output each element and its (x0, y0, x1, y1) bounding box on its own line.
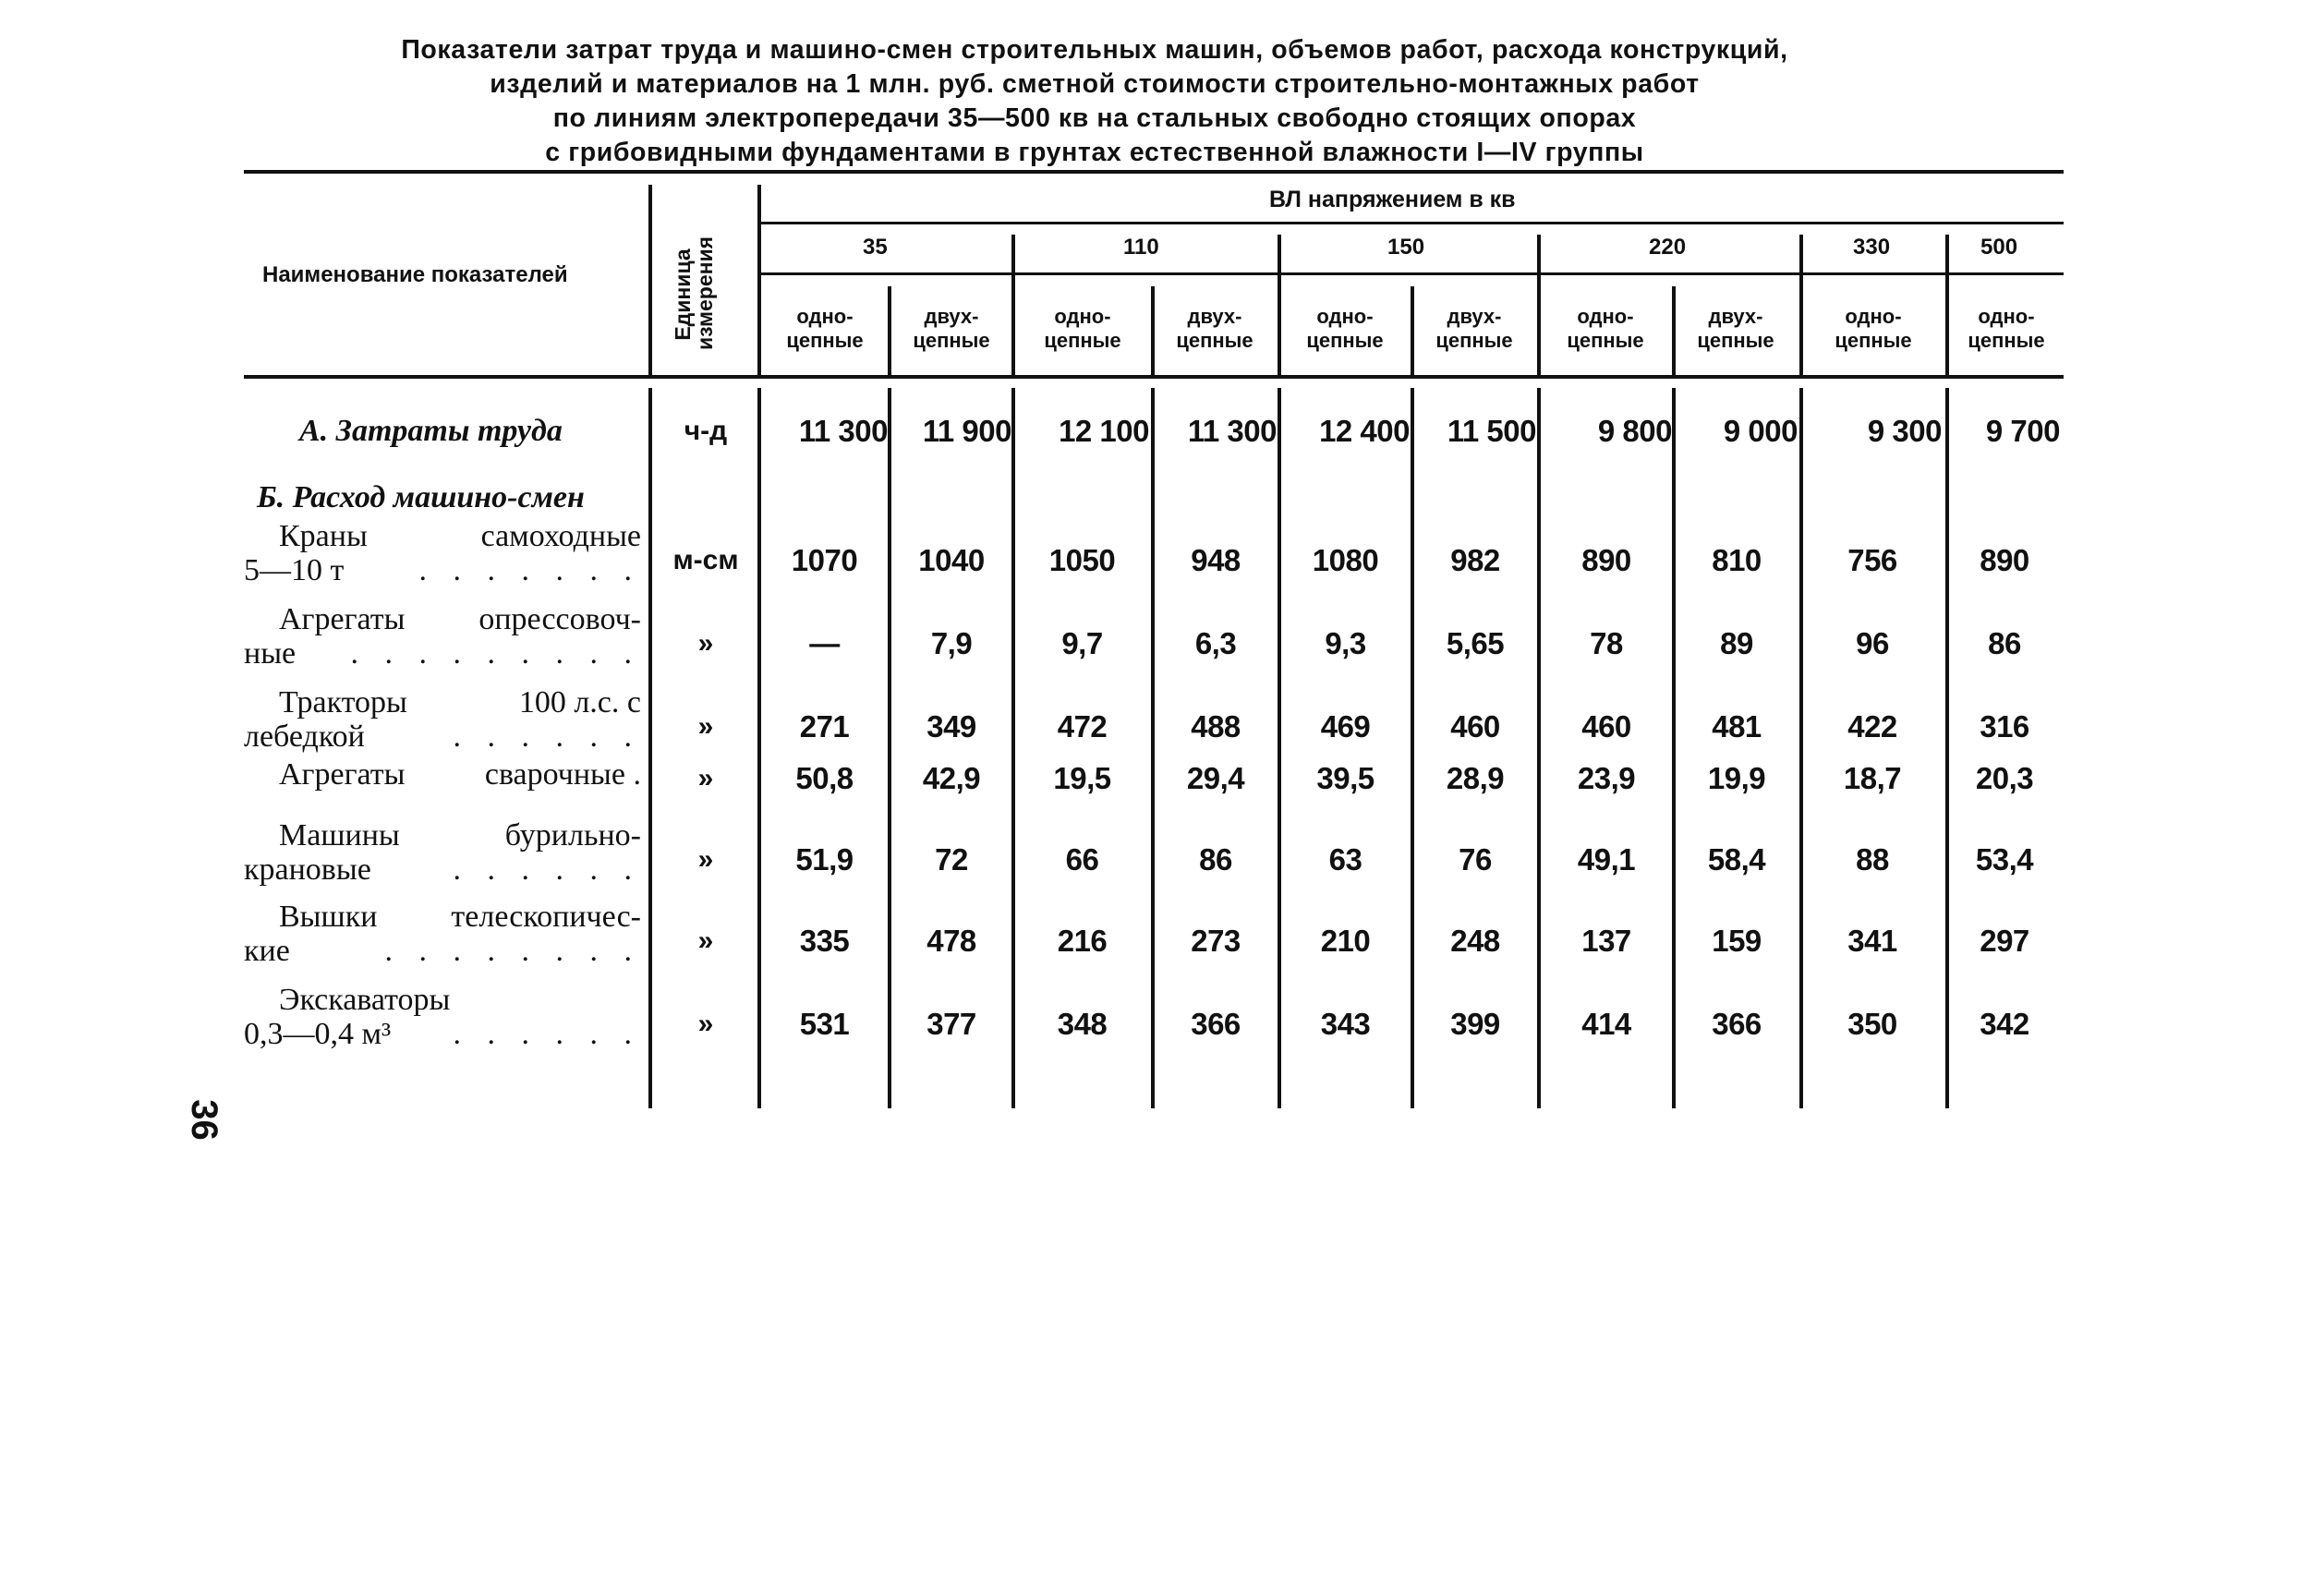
table-cell: 29,4 (1186, 761, 1245, 795)
row-unit: м-см (672, 545, 739, 575)
table-cell: 50,8 (795, 761, 854, 795)
row-label-leader: . . . . . . (453, 719, 641, 754)
title-line: с грибовидными фундаментами в грунтах естественной влажности I—IV группы (545, 138, 1644, 167)
table-cell: 66 (1065, 842, 1099, 877)
row-unit: » (697, 1009, 714, 1039)
table-cell: 49,1 (1577, 842, 1636, 877)
table-cell: 343 (1320, 1007, 1371, 1041)
table-cell: 422 (1847, 709, 1897, 744)
row-label-line (244, 757, 641, 792)
row-label (244, 519, 641, 587)
table-cell: 88 (1856, 842, 1889, 877)
table-cell: 531 (799, 1007, 850, 1041)
sub-line: цепные (913, 329, 990, 352)
table-cell: 9 800 (1597, 414, 1672, 448)
table-cell: 76 (1459, 842, 1492, 877)
table-cell: 58,4 (1707, 842, 1766, 877)
row-label-word: Агрегаты (279, 602, 406, 636)
table-cell: 890 (1980, 543, 2029, 577)
header-divider (888, 286, 891, 375)
row-label-line (244, 519, 641, 553)
table-cell: 23,9 (1577, 761, 1636, 795)
table-cell: 53,4 (1975, 842, 2034, 877)
single-circuit-header (766, 305, 884, 353)
table-cell: 12 400 (1319, 414, 1410, 448)
table-cell: 39,5 (1316, 761, 1374, 795)
row-label-word: Машины (279, 818, 400, 852)
row-unit: » (697, 711, 714, 742)
table-cell: 248 (1450, 924, 1500, 958)
table-cell: 1040 (918, 543, 985, 577)
row-label (244, 900, 641, 968)
table-cell: 297 (1980, 924, 2029, 958)
row-label-line (244, 852, 641, 887)
row-unit: » (697, 763, 714, 793)
row-unit: » (697, 628, 714, 659)
table-cell: 948 (1191, 543, 1241, 577)
header-divider (1151, 286, 1155, 375)
row-label-line (244, 900, 641, 934)
unit-column-header (671, 236, 736, 350)
table-cell: 159 (1712, 924, 1762, 958)
table-cell: 51,9 (795, 842, 854, 877)
header-divider (1537, 235, 1541, 375)
table-cell: 63 (1328, 842, 1362, 877)
row-label-line (244, 719, 641, 754)
sub-line: одно- (1054, 305, 1111, 328)
row-label (244, 757, 641, 792)
indicators-table (244, 170, 2064, 1112)
table-cell: 1080 (1312, 543, 1379, 577)
body-divider (648, 388, 652, 1108)
sub-line: одно- (796, 305, 854, 328)
sub-line: одно- (1978, 305, 2035, 328)
section-machines: Б. Расход машино-смен (257, 480, 585, 514)
voltage-110: 110 (1123, 235, 1159, 260)
header-divider (648, 185, 652, 375)
header-bottom-rule (244, 375, 2064, 379)
table-cell: 350 (1847, 1007, 1897, 1041)
table-cell: 271 (799, 709, 850, 744)
sub-line: цепные (1968, 329, 2045, 352)
body-divider (1411, 388, 1414, 1108)
table-cell: 11 500 (1447, 414, 1536, 448)
voltage-caption-rule (761, 222, 2064, 224)
row-label-line (244, 934, 641, 968)
row-label (244, 685, 641, 754)
row-label-leader: . . . . . . (453, 852, 641, 887)
table-cell: 78 (1590, 626, 1623, 660)
table-cell: 335 (799, 924, 850, 958)
row-label-word: 0,3—0,4 м³ (244, 1017, 392, 1051)
table-cell: 460 (1581, 709, 1631, 744)
row-unit: ч-д (684, 416, 728, 446)
page-number: 36 (183, 1099, 224, 1141)
double-circuit-header (1156, 305, 1274, 353)
body-divider (888, 388, 891, 1108)
row-label-word: 5—10 т (244, 553, 345, 587)
table-cell: 86 (1988, 626, 2021, 660)
table-cell: 481 (1712, 709, 1762, 744)
table-cell: 414 (1581, 1007, 1631, 1041)
table-cell: 72 (935, 842, 968, 877)
row-label-leader: . . . . . . . (418, 553, 641, 587)
row-unit: » (697, 925, 714, 956)
table-cell: 366 (1712, 1007, 1762, 1041)
sub-line: цепные (1435, 329, 1513, 352)
single-circuit-header (1284, 305, 1406, 353)
voltage-group-rule (761, 272, 2064, 275)
sub-line: двух- (1187, 305, 1242, 328)
row-label-line (244, 1017, 641, 1051)
table-cell: 9,7 (1061, 626, 1103, 660)
table-cell: 12 100 (1059, 414, 1149, 448)
row-label-line (244, 553, 641, 587)
voltage-35: 35 (863, 235, 888, 260)
sub-line: одно- (1577, 305, 1634, 328)
table-cell: 9 300 (1867, 414, 1942, 448)
table-cell: 810 (1712, 543, 1762, 577)
body-divider (1151, 388, 1155, 1108)
name-column-header: Наименование показателей (262, 262, 568, 287)
body-divider (1011, 388, 1015, 1108)
table-cell: 377 (926, 1007, 976, 1041)
body-divider (1537, 388, 1541, 1108)
row-label-word: Агрегаты (279, 757, 406, 792)
table-cell: 9 700 (1985, 414, 2060, 448)
row-label-word: лебедкой (244, 719, 365, 754)
table-cell: 478 (926, 924, 976, 958)
table-cell: 11 900 (922, 414, 1011, 448)
table-top-rule (244, 170, 2064, 174)
row-label-word: ные (244, 636, 297, 671)
header-divider (757, 185, 761, 375)
row-label-word: Вышки (279, 900, 378, 934)
double-circuit-header (894, 305, 1009, 353)
sub-line: цепные (1835, 329, 1912, 352)
voltage-500: 500 (1980, 235, 2018, 260)
unit-header-line: Единица (671, 248, 695, 341)
sub-line: цепные (1044, 329, 1121, 352)
table-cell: 341 (1847, 924, 1897, 958)
row-label (244, 983, 641, 1051)
voltage-150: 150 (1387, 235, 1425, 260)
table-cell: 19,9 (1707, 761, 1766, 795)
table-cell: — (809, 626, 840, 660)
row-label (244, 602, 641, 671)
double-circuit-header (1677, 305, 1795, 353)
table-cell: 18,7 (1843, 761, 1902, 795)
table-cell: 349 (926, 709, 976, 744)
table-cell: 96 (1856, 626, 1889, 660)
body-divider (1945, 388, 1949, 1108)
table-cell: 1050 (1048, 543, 1116, 577)
body-divider (1672, 388, 1676, 1108)
single-circuit-header (1544, 305, 1666, 353)
table-cell: 366 (1191, 1007, 1241, 1041)
double-circuit-header (1415, 305, 1533, 353)
sub-line: цепные (1176, 329, 1253, 352)
row-label-word: бурильно- (504, 818, 641, 852)
row-label-word: Тракторы (279, 685, 407, 719)
table-cell: 28,9 (1446, 761, 1505, 795)
table-cell: 9,3 (1325, 626, 1366, 660)
row-label-word: Краны (279, 519, 368, 553)
row-label-word: телескопичес- (451, 900, 641, 934)
row-unit: » (697, 844, 714, 875)
row-label-line (244, 636, 641, 671)
row-label-leader: . . . . . . (453, 1017, 641, 1051)
single-circuit-header (1951, 305, 2062, 353)
sub-line: цепные (1697, 329, 1774, 352)
table-cell: 137 (1581, 924, 1631, 958)
table-cell: 273 (1191, 924, 1241, 958)
table-cell: 42,9 (922, 761, 981, 795)
header-divider (1945, 235, 1949, 375)
row-label-line (244, 685, 641, 719)
table-cell: 9 000 (1723, 414, 1798, 448)
sub-line: цепные (1306, 329, 1384, 352)
voltage-caption: ВЛ напряжением в кв (1269, 187, 1516, 212)
row-label (244, 818, 641, 887)
single-circuit-header (1805, 305, 1942, 353)
header-divider (1011, 235, 1015, 375)
section-labor: А. Затраты труда (299, 414, 563, 448)
row-label-word: опрессовоч- (478, 602, 641, 636)
table-cell: 11 300 (1187, 414, 1277, 448)
title-line: по линиям электропередачи 35—500 кв на стальных свободно стоящих опорах (552, 103, 1637, 133)
header-divider (1411, 286, 1414, 375)
table-cell: 472 (1057, 709, 1108, 744)
row-label-word: сварочные . (484, 757, 641, 792)
sub-line: одно- (1316, 305, 1374, 328)
row-label-line (244, 983, 641, 1017)
table-cell: 460 (1450, 709, 1500, 744)
sub-line: двух- (1447, 305, 1502, 328)
row-label-word: самоходные (480, 519, 641, 553)
table-cell: 890 (1581, 543, 1631, 577)
unit-header-line: измерения (693, 236, 717, 350)
table-cell: 6,3 (1194, 626, 1237, 660)
table-cell: 469 (1320, 709, 1371, 744)
document-title (231, 33, 1958, 170)
row-label-leader: . . . . . . . . . (350, 636, 641, 671)
table-cell: 216 (1057, 924, 1108, 958)
body-divider (1799, 388, 1803, 1108)
table-cell: 348 (1057, 1007, 1108, 1041)
sub-line: цепные (1567, 329, 1644, 352)
table-cell: 210 (1320, 924, 1371, 958)
table-cell: 19,5 (1053, 761, 1111, 795)
row-label-word: кие (244, 934, 290, 968)
table-cell: 89 (1720, 626, 1753, 660)
row-label-word: крановые (244, 852, 371, 887)
table-cell: 399 (1450, 1007, 1500, 1041)
table-cell: 316 (1980, 709, 2029, 744)
table-cell: 342 (1980, 1007, 2029, 1041)
row-label-line (244, 602, 641, 636)
table-cell: 20,3 (1975, 761, 2034, 795)
sub-line: двух- (1708, 305, 1763, 328)
table-cell: 86 (1199, 842, 1232, 877)
sub-line: цепные (786, 329, 864, 352)
table-cell: 11 300 (798, 414, 888, 448)
header-divider (1672, 286, 1676, 375)
header-divider (1799, 235, 1803, 375)
title-line: изделий и материалов на 1 млн. руб. сметной стоимости строительно-монтажных работ (490, 69, 1700, 99)
row-label-word: 100 л.с. с (518, 685, 641, 719)
table-cell: 5,65 (1446, 626, 1505, 660)
header-divider (1278, 235, 1281, 375)
table-cell: 1070 (791, 543, 858, 577)
voltage-220: 220 (1649, 235, 1687, 260)
body-divider (1278, 388, 1281, 1108)
row-label-line (244, 818, 641, 852)
single-circuit-header (1018, 305, 1147, 353)
sub-line: двух- (924, 305, 979, 328)
table-cell: 488 (1191, 709, 1241, 744)
sub-line: одно- (1845, 305, 1902, 328)
voltage-330: 330 (1853, 235, 1891, 260)
table-cell: 7,9 (930, 626, 973, 660)
title-line: Показатели затрат труда и машино-смен строительных машин, объемов работ, расхода конструкций, (401, 35, 1788, 65)
table-cell: 756 (1847, 543, 1897, 577)
table-cell: 982 (1450, 543, 1500, 577)
body-divider (757, 388, 761, 1108)
row-label-leader: . . . . . . . . (384, 934, 641, 968)
row-label-word: Экскаваторы (279, 983, 451, 1017)
